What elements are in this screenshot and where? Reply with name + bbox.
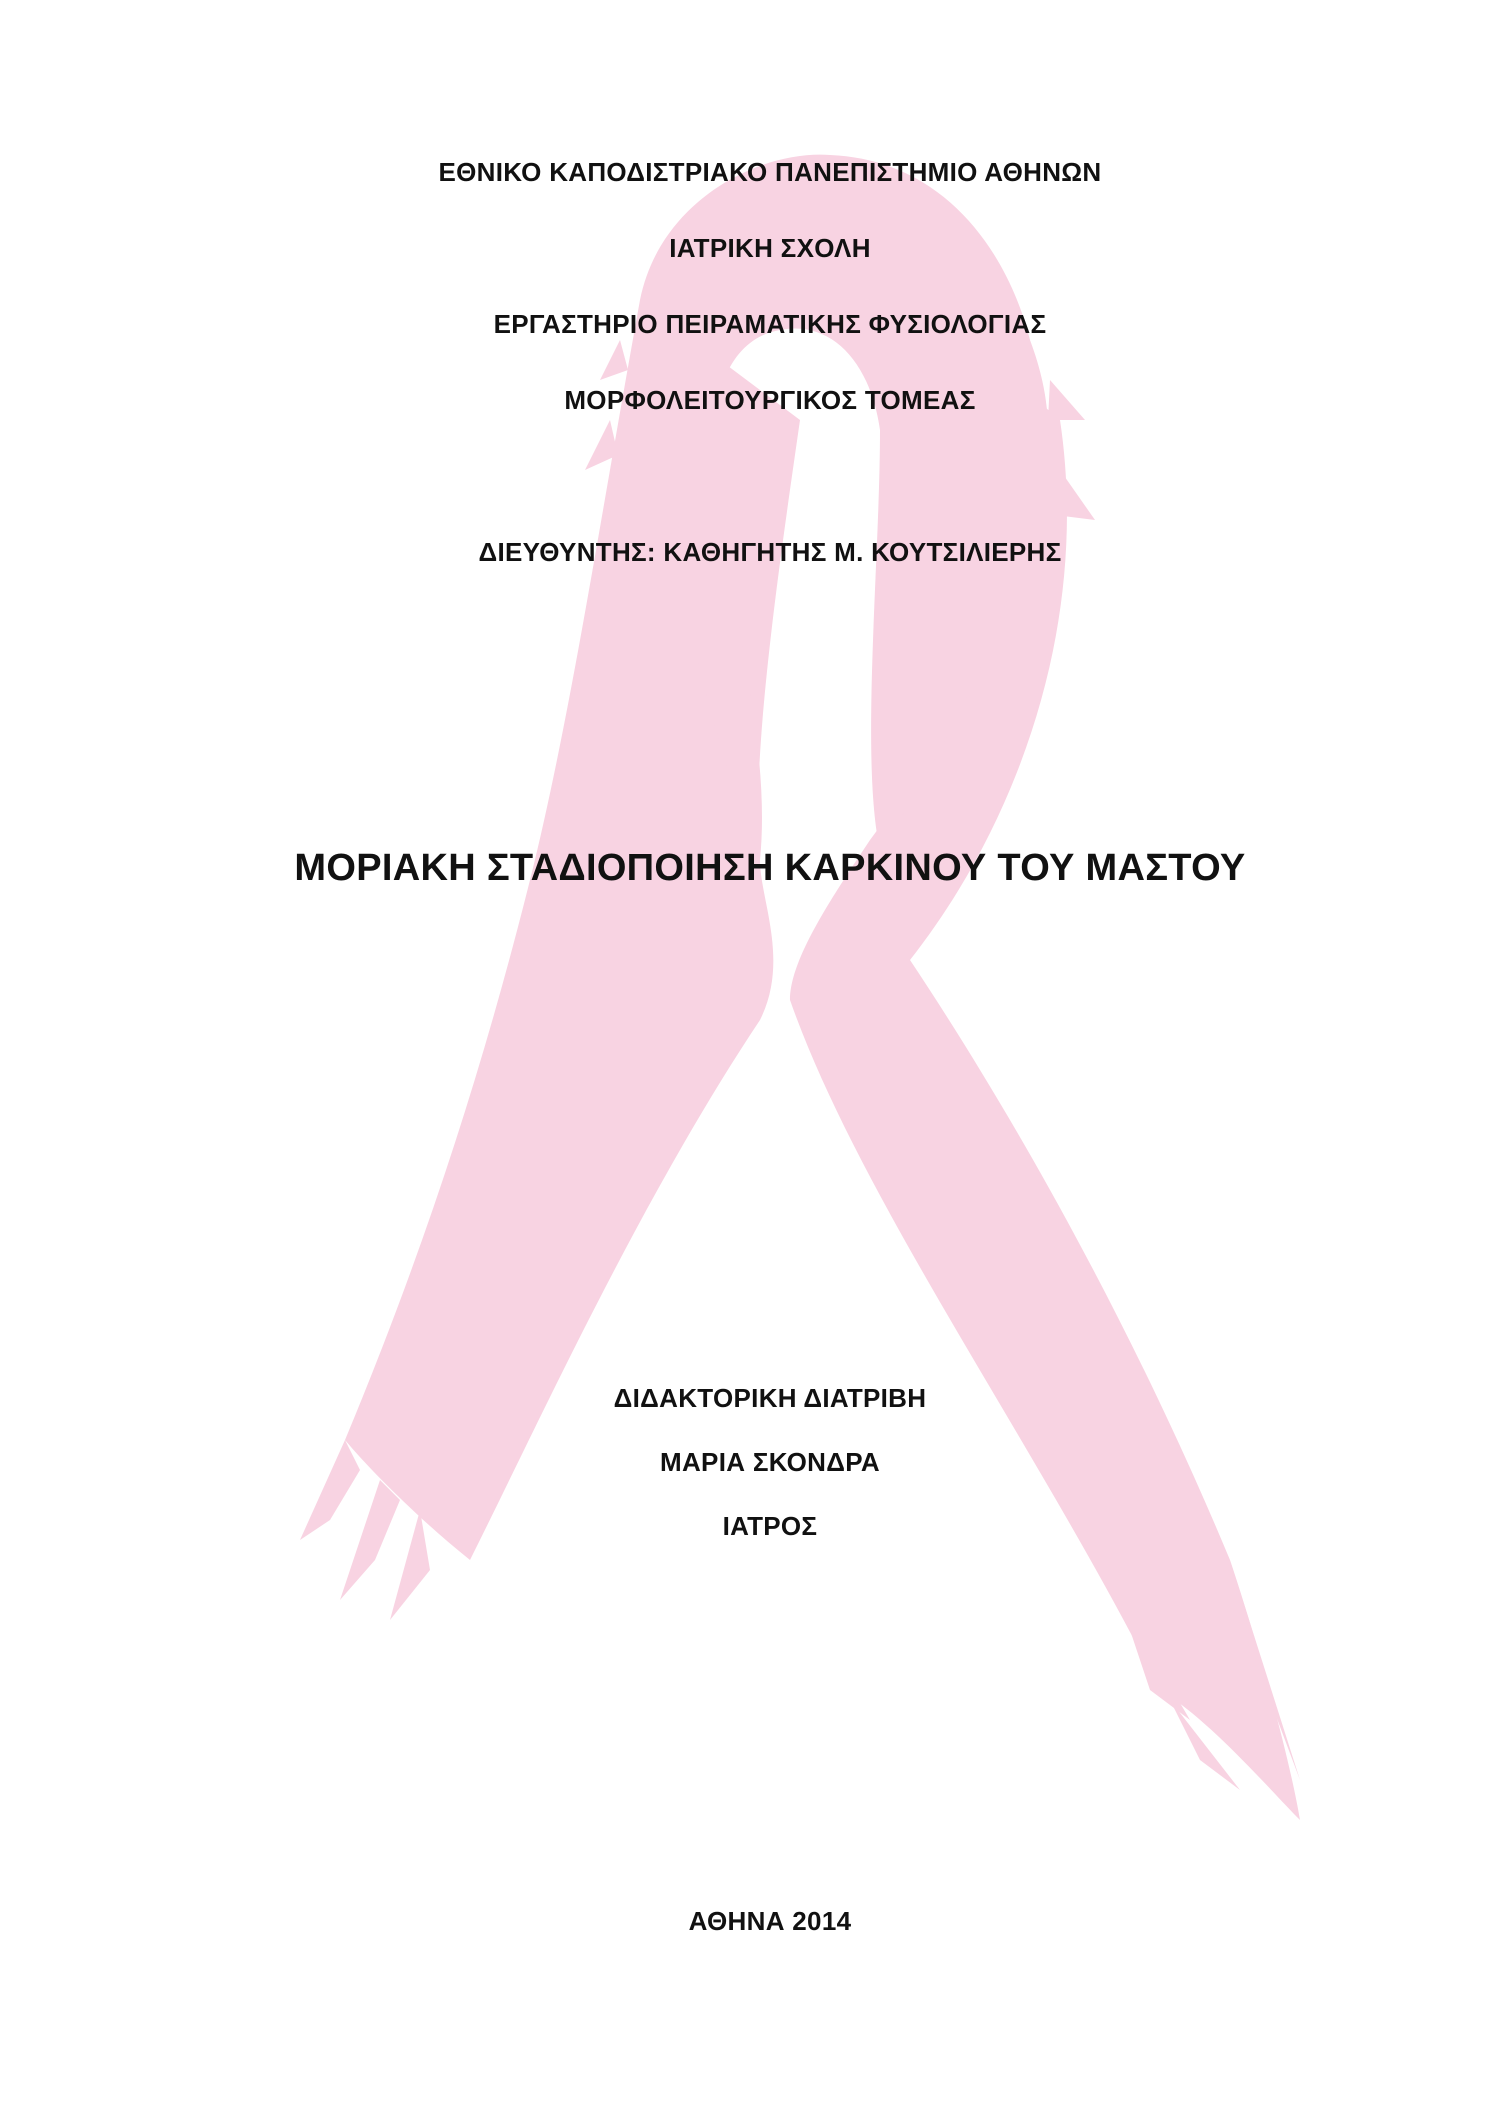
place-year: ΑΘΗΝΑ 2014 <box>688 1906 852 1936</box>
director-line: ΔΙΕΥΘΥΝΤΗΣ: ΚΑΘΗΓΗΤΗΣ Μ. ΚΟΥΤΣΙΛΙΕΡΗΣ <box>478 537 1062 567</box>
school-name: ΙΑΤΡΙΚΗ ΣΧΟΛΗ <box>669 233 871 263</box>
laboratory-name: ΕΡΓΑΣΤΗΡΙΟ ΠΕΙΡΑΜΑΤΙΚΗΣ ΦΥΣΙΟΛΟΓΙΑΣ <box>493 309 1047 339</box>
thesis-title: ΜΟΡΙΑΚΗ ΣΤΑΔΙΟΠΟΙΗΣΗ ΚΑΡΚΙΝΟΥ ΤΟΥ ΜΑΣΤΟΥ <box>294 847 1246 889</box>
author-profession: ΙΑΤΡΟΣ <box>722 1511 818 1541</box>
document-type: ΔΙΔΑΚΤΟΡΙΚΗ ΔΙΑΤΡΙΒΗ <box>613 1383 927 1413</box>
university-name: ΕΘΝΙΚΟ ΚΑΠΟΔΙΣΤΡΙΑΚΟ ΠΑΝΕΠΙΣΤΗΜΙΟ ΑΘΗΝΩΝ <box>438 157 1102 187</box>
sector-name: ΜΟΡΦΟΛΕΙΤΟΥΡΓΙΚΟΣ ΤΟΜΕΑΣ <box>564 385 976 415</box>
author-name: ΜΑΡΙΑ ΣΚΟΝΔΡΑ <box>660 1447 880 1477</box>
